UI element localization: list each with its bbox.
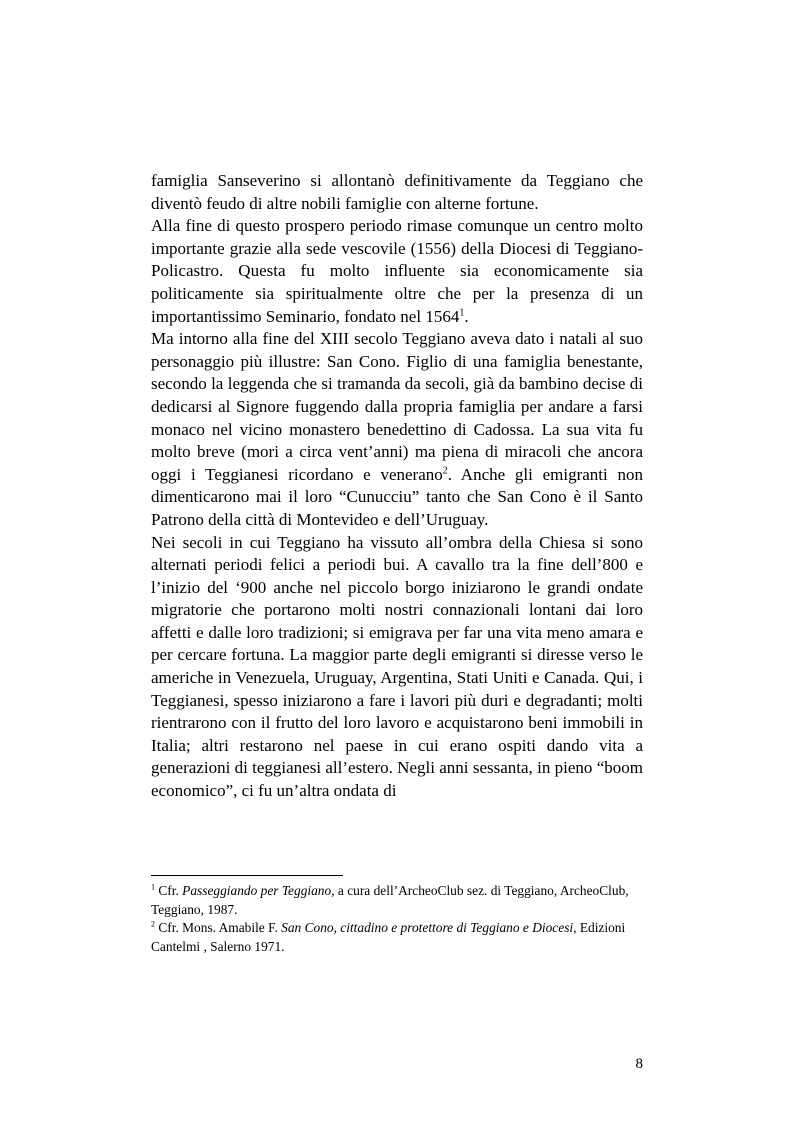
paragraph-3-text: Ma intorno alla fine del XIII secolo Teggiano aveva dato i natali al suo personaggio più illustre: San Cono. Figlio di una famiglia benestante, secondo la leggenda che si tramanda da secoli, già da bambino decise di dedicarsi al Signore fuggendo dalla propria famiglia per andare a farsi monaco nel vicino monastero benedettino di Cadossa. La sua vita fu molto breve (mori a circa vent’anni) ma piena di miracoli che ancora oggi i Teggianesi ricordano e venerano bbox=[151, 329, 643, 484]
footnote-2-suffix: , Edizioni Cantelmi , Salerno 1971. bbox=[151, 920, 626, 954]
paragraph-2-end: . bbox=[464, 306, 469, 326]
footnote-2-number: 2 bbox=[151, 919, 155, 929]
paragraph-1 bbox=[151, 170, 643, 215]
footnote-1-prefix: Cfr. bbox=[155, 883, 183, 898]
footnote-1-suffix: , a cura dell’ArcheoClub sez. di Teggiano, ArcheoClub, Teggiano, 1987. bbox=[151, 883, 629, 917]
footnote-2 bbox=[151, 919, 643, 956]
footnote-1 bbox=[151, 882, 643, 919]
footnote-ref-1[interactable]: 1 bbox=[459, 306, 465, 318]
footnote-1-number: 1 bbox=[151, 882, 155, 892]
page-number: 8 bbox=[635, 1056, 643, 1072]
paragraph-2 bbox=[151, 215, 643, 328]
paragraph-4 bbox=[151, 532, 643, 803]
body-text bbox=[151, 170, 643, 803]
footnote-1-title: Passeggiando per Teggiano bbox=[182, 883, 332, 898]
footnote-2-title: San Cono, cittadino e protettore di Teggiano e Diocesi bbox=[281, 920, 574, 935]
paragraph-3-end: . Anche gli emigranti non dimenticarono mai il loro “Cunucciu” tanto che San Cono è il Santo Patrono della città di Montevideo e dell’Uruguay. bbox=[151, 464, 643, 529]
paragraph-3 bbox=[151, 328, 643, 531]
paragraph-1-text: famiglia Sanseverino si allontanò definitivamente da Teggiano che diventò feudo di altre nobili famiglie con alterne fortune. bbox=[151, 171, 643, 213]
paragraph-2-text: Alla fine di questo prospero periodo rimase comunque un centro molto importante grazie alla sede vescovile (1556) della Diocesi di Teggiano-Policastro. Questa fu molto influente sia economicamente sia politicamente sia spiritualmente oltre che per la presenza di un importantissimo Seminario, fondato nel 1564 bbox=[151, 216, 643, 326]
paragraph-4-text: Nei secoli in cui Teggiano ha vissuto all’ombra della Chiesa si sono alternati periodi felici a periodi bui. A cavallo tra la fine dell’800 e l’inizio del ‘900 anche nel piccolo borgo iniziarono le grandi ondate migratorie che portarono molti nostri connazionali lontani dai loro affetti e dalle loro tradizioni; si emigrava per far una vita meno amara e per cercare fortuna. La maggior parte degli emigranti si diresse verso le americhe in Venezuela, Uruguay, Argentina, Stati Uniti e Canada. Qui, i Teggianesi, spesso iniziarono a fare i lavori più duri e degradanti; molti rientrarono con il frutto del loro lavoro e acquistarono beni immobili in Italia; altri restarono nel paese in cui erano ospiti dando vita a generazioni di teggianesi all’estero. Negli anni sessanta, in pieno “boom economico”, ci fu un’altra ondata di bbox=[151, 532, 643, 801]
footnote-separator bbox=[151, 875, 343, 876]
footnotes bbox=[151, 882, 643, 956]
footnote-ref-2[interactable]: 2 bbox=[442, 465, 448, 477]
footnote-2-prefix: Cfr. Mons. Amabile F. bbox=[155, 920, 282, 935]
